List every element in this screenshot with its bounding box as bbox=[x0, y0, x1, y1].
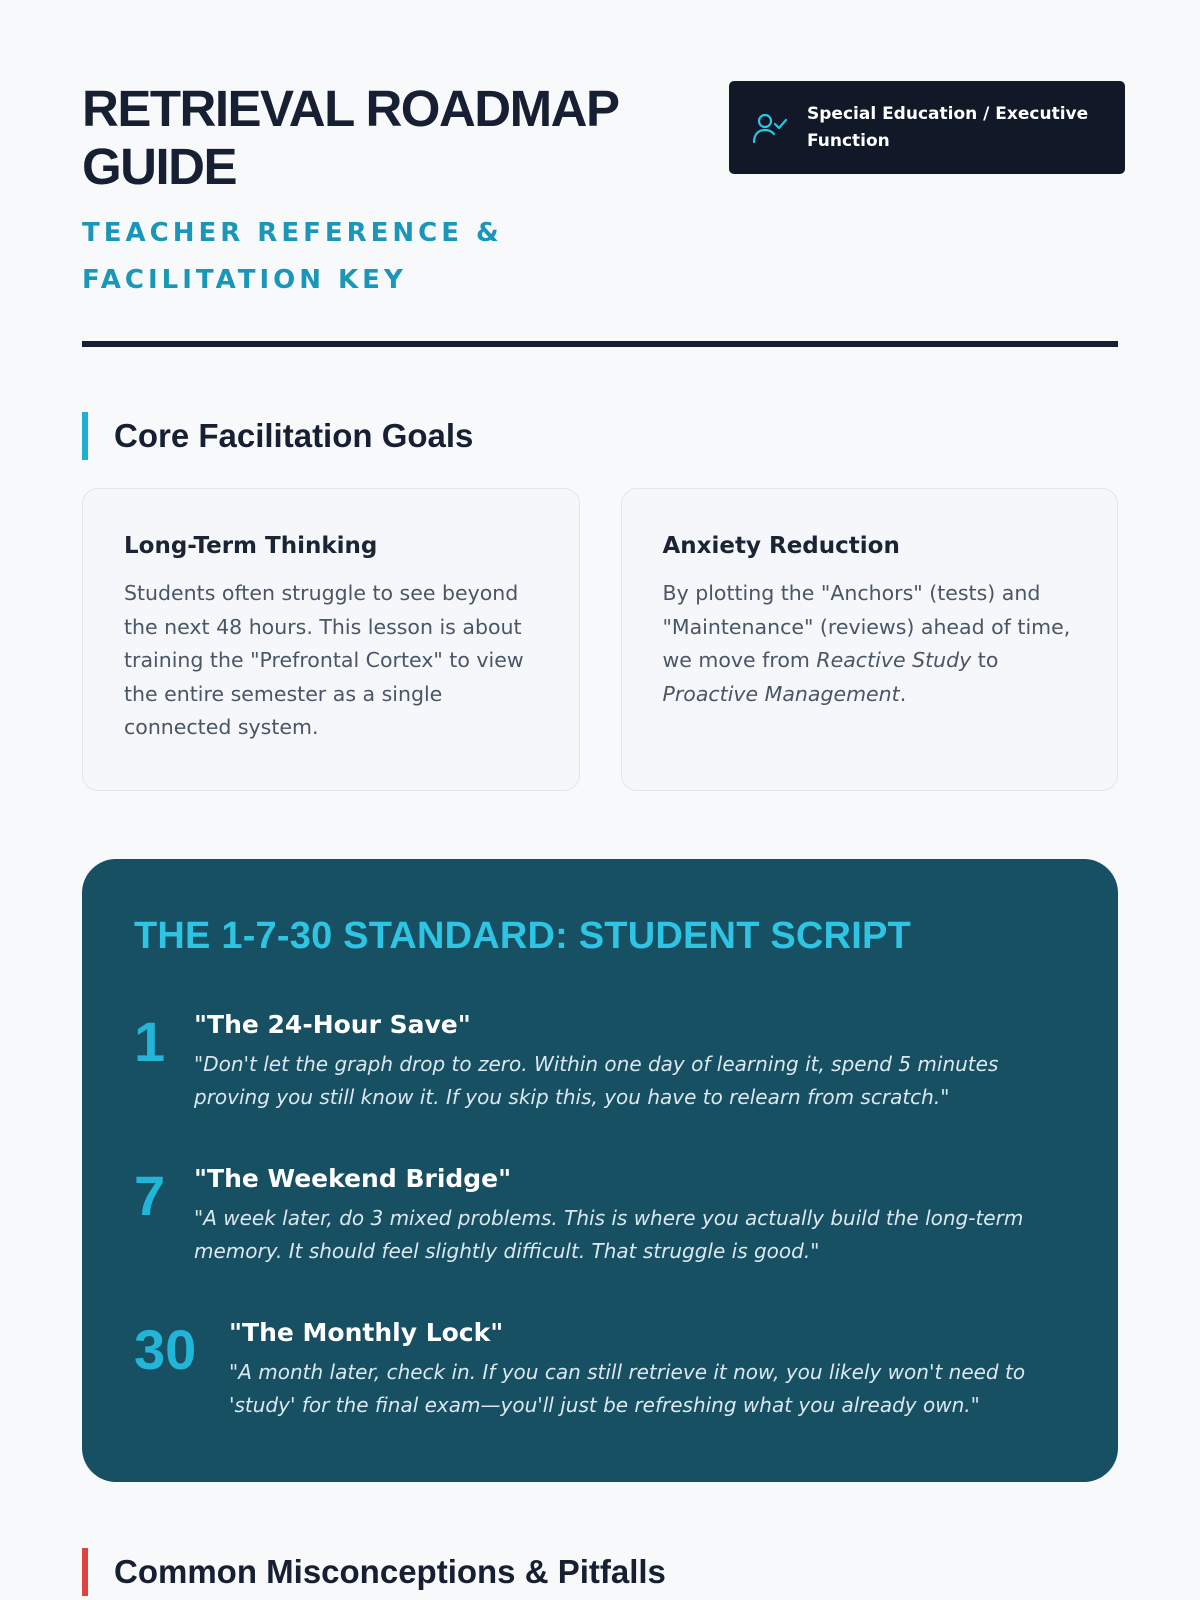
script-step-1 bbox=[134, 1008, 1066, 1114]
goal-card-body-mid: to bbox=[971, 648, 999, 672]
step-number: 1 bbox=[134, 1010, 166, 1073]
step-quote: "A month later, check in. If you can still retrieve it now, you likely won't need to 'study' for the final exam—you'll just be refreshing what you already own." bbox=[229, 1360, 1026, 1417]
step-title: "The Weekend Bridge" bbox=[194, 1164, 512, 1193]
misconceptions-section bbox=[82, 1548, 1118, 1596]
script-step-30 bbox=[134, 1316, 1066, 1422]
goals-heading bbox=[82, 412, 1118, 460]
page-header bbox=[82, 0, 1118, 352]
step-title: "The 24-Hour Save" bbox=[194, 1010, 471, 1039]
script-heading: THE 1-7-30 STANDARD: STUDENT SCRIPT bbox=[134, 915, 911, 957]
step-quote: "A week later, do 3 mixed problems. This is where you actually build the long-term memory. It should feel slightly difficult. That struggle is good." bbox=[194, 1206, 1024, 1263]
user-check-icon bbox=[751, 109, 789, 147]
step-body bbox=[229, 1316, 1066, 1422]
step-body bbox=[194, 1162, 1066, 1268]
category-badge bbox=[729, 81, 1125, 174]
step-number: 30 bbox=[134, 1318, 197, 1381]
goal-card-emphasis-reactive: Reactive Study bbox=[816, 648, 972, 672]
goal-card-title: Long-Term Thinking bbox=[124, 533, 378, 559]
badge-label: Special Education / Executive Function bbox=[807, 103, 1089, 151]
goal-card-long-term-thinking bbox=[82, 488, 580, 791]
step-quote: "Don't let the graph drop to zero. Within one day of learning it, spend 5 minutes proving you still know it. If you skip this, you have to relearn from scratch." bbox=[194, 1052, 999, 1109]
goal-card-body-end: . bbox=[899, 681, 907, 706]
script-step-7 bbox=[134, 1162, 1066, 1268]
student-script-panel bbox=[82, 859, 1118, 1482]
misconceptions-heading bbox=[82, 1548, 1118, 1596]
page-subtitle: TEACHER REFERENCE & FACILITATION KEY bbox=[82, 218, 503, 295]
step-number: 7 bbox=[134, 1164, 166, 1227]
goal-card-emphasis-proactive: Proactive Management bbox=[662, 681, 900, 706]
goals-heading-text: Core Facilitation Goals bbox=[114, 417, 474, 454]
goal-card-body bbox=[663, 577, 1078, 711]
heading-accent-bar bbox=[82, 412, 88, 460]
goal-card-body-start: By plotting the "Anchors" (tests) and "Maintenance" (reviews) ahead of time, we move from bbox=[662, 581, 1071, 672]
step-title: "The Monthly Lock" bbox=[229, 1318, 504, 1347]
goals-section bbox=[82, 412, 1118, 791]
goal-cards bbox=[82, 488, 1118, 791]
goal-card-anxiety-reduction bbox=[621, 488, 1119, 791]
misconceptions-heading-text: Common Misconceptions & Pitfalls bbox=[114, 1553, 666, 1590]
goal-card-body: Students often struggle to see beyond the next 48 hours. This lesson is about training the "Prefrontal Cortex" to view the entire semester as a single connected system. bbox=[124, 581, 524, 739]
header-divider bbox=[82, 341, 1118, 347]
goal-card-title: Anxiety Reduction bbox=[662, 533, 900, 559]
page-title: RETRIEVAL ROADMAP GUIDE bbox=[82, 80, 618, 195]
heading-warning-bar bbox=[82, 1548, 88, 1596]
step-body bbox=[194, 1008, 1066, 1114]
